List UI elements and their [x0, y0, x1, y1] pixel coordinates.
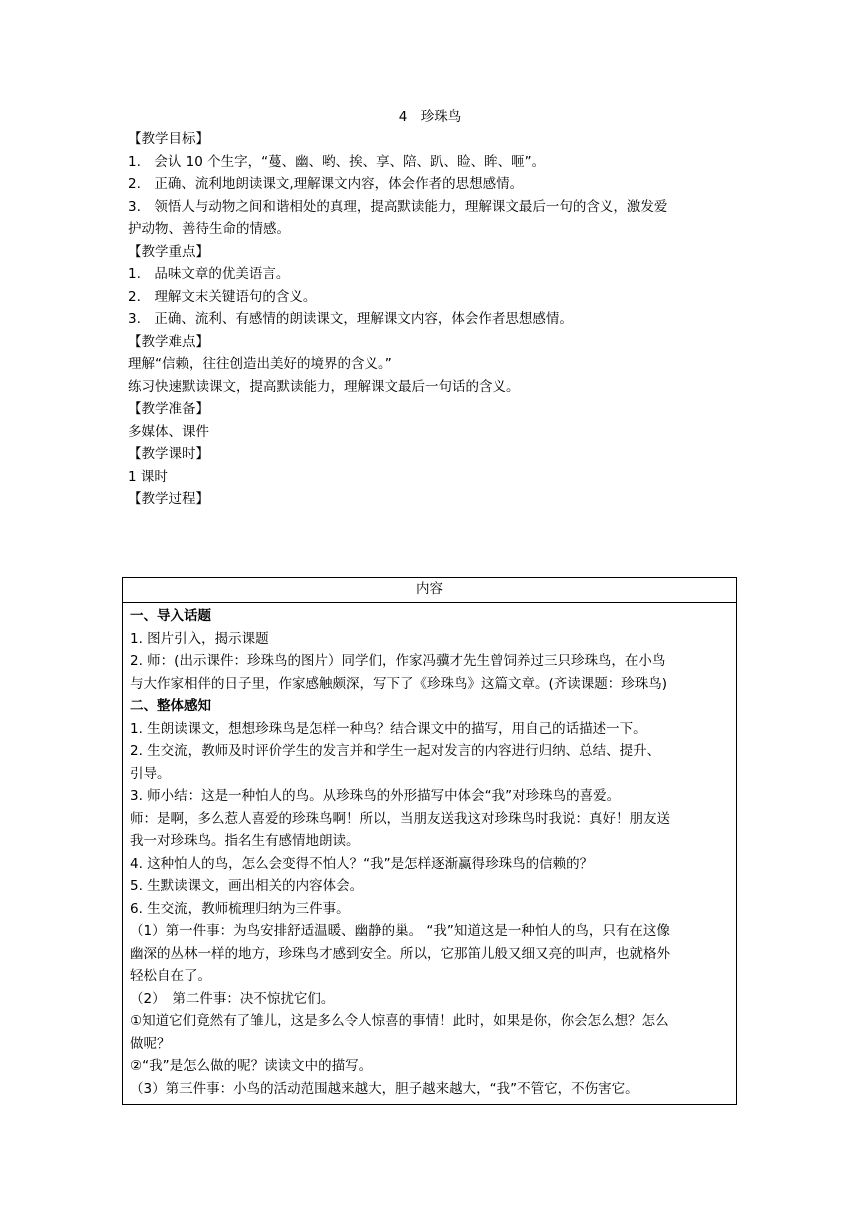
table-text-line: 我一对珍珠鸟。指名生有感情地朗读。	[130, 833, 360, 849]
text-line: 3. 正确、流利、有感情的朗读课文，理解课文内容，体会作者思想感情。	[128, 311, 573, 327]
table-text-line: ②“我”是怎么做的呢？读读文中的描写。	[130, 1058, 373, 1074]
table-text-line: 1. 图片引入，揭示课题	[130, 630, 269, 647]
text-line: 1. 会认 10 个生字，“蔓、幽、哟、挨、享、陪、趴、睑、眸、咂”。	[128, 153, 546, 170]
text-line: 护动物、善待生命的情感。	[128, 221, 290, 237]
table-text-line: 4. 这种怕人的鸟，怎么会变得不怕人？“我”是怎样逐渐赢得珍珠鸟的信赖的？	[130, 855, 594, 872]
table-section-heading: 二、整体感知	[130, 698, 211, 714]
table-text-line: 师：是啊，多么惹人喜爱的珍珠鸟啊！所以，当朋友送我这对珍珠鸟时我说：真好！朋友送	[130, 810, 670, 827]
text-line: 练习快速默读课文，提高默读能力，理解课文最后一句话的含义。	[128, 378, 520, 395]
process-table	[122, 577, 737, 1105]
section-heading: 【教学目标】	[128, 131, 209, 147]
text-line: 3. 领悟人与动物之间和谐相处的真理，提高默读能力，理解课文最后一句的含义，激发爱	[128, 198, 668, 215]
text-line: 1. 品味文章的优美语言。	[128, 266, 290, 282]
table-text-line: 引导。	[130, 765, 171, 782]
table-text-line: 轻松自在了。	[130, 968, 211, 984]
table-text-line: 3. 师小结：这是一种怕人的鸟。从珍珠鸟的外形描写中体会“我”对珍珠鸟的喜爱。	[130, 788, 621, 804]
lesson-intro	[128, 128, 738, 511]
section-heading: 【教学准备】	[128, 401, 209, 417]
table-section-heading: 一、导入话题	[130, 608, 211, 624]
table-text-line: （1）第一件事：为鸟安排舒适温暖、幽静的巢。 “我”知道这是一种怕人的鸟，只有在这像	[130, 923, 670, 939]
text-line: 2. 正确、流利地朗读课文,理解课文内容，体会作者的思想感情。	[128, 176, 524, 192]
table-body	[123, 603, 736, 1104]
table-text-line: （3）第三件事：小鸟的活动范围越来越大，胆子越来越大，“我”不管它，不伤害它。	[130, 1080, 639, 1097]
section-heading: 【教学过程】	[128, 491, 209, 507]
section-heading: 【教学课时】	[128, 446, 209, 462]
text-line: 1 课时	[128, 468, 168, 485]
table-text-line: （2） 第二件事：决不惊扰它们。	[130, 990, 335, 1007]
table-text-line: 6. 生交流，教师梳理归纳为三件事。	[130, 900, 350, 917]
text-line: 2. 理解文末关键语句的含义。	[128, 288, 317, 305]
table-text-line: ①知道它们竟然有了雏儿，这是多么令人惊喜的事情！此时，如果是你，你会怎么想？怎么	[130, 1013, 669, 1029]
table-text-line: 做呢？	[130, 1035, 171, 1052]
text-line: 多媒体、课件	[128, 423, 209, 440]
lesson-title: 4 珍珠鸟	[398, 109, 462, 125]
section-heading: 【教学重点】	[128, 243, 209, 260]
table-text-line: 1. 生朗读课文，想想珍珠鸟是怎样一种鸟？结合课文中的描写，用自己的话描述一下。	[130, 720, 647, 737]
table-text-line: 5. 生默读课文，画出相关的内容体会。	[130, 878, 364, 894]
table-text-line: 幽深的丛林一样的地方，珍珠鸟才感到安全。所以，它那笛儿般又细又亮的叫声，也就格外	[130, 945, 670, 962]
table-header: 内容	[123, 578, 736, 603]
text-line: 理解“信赖，往往创造出美好的境界的含义。”	[128, 356, 392, 372]
table-text-line: 与大作家相伴的日子里，作家感触颇深，写下了《珍珠鸟》这篇文章。(齐读课题：珍珠鸟)	[130, 675, 668, 692]
table-text-line: 2. 生交流，教师及时评价学生的发言并和学生一起对发言的内容进行归纳、总结、提升、	[130, 743, 661, 759]
table-text-line: 2. 师：(出示课件：珍珠鸟的图片）同学们，作家冯骥才先生曾饲养过三只珍珠鸟，在小鸟	[130, 653, 666, 669]
section-heading: 【教学难点】	[128, 333, 209, 350]
